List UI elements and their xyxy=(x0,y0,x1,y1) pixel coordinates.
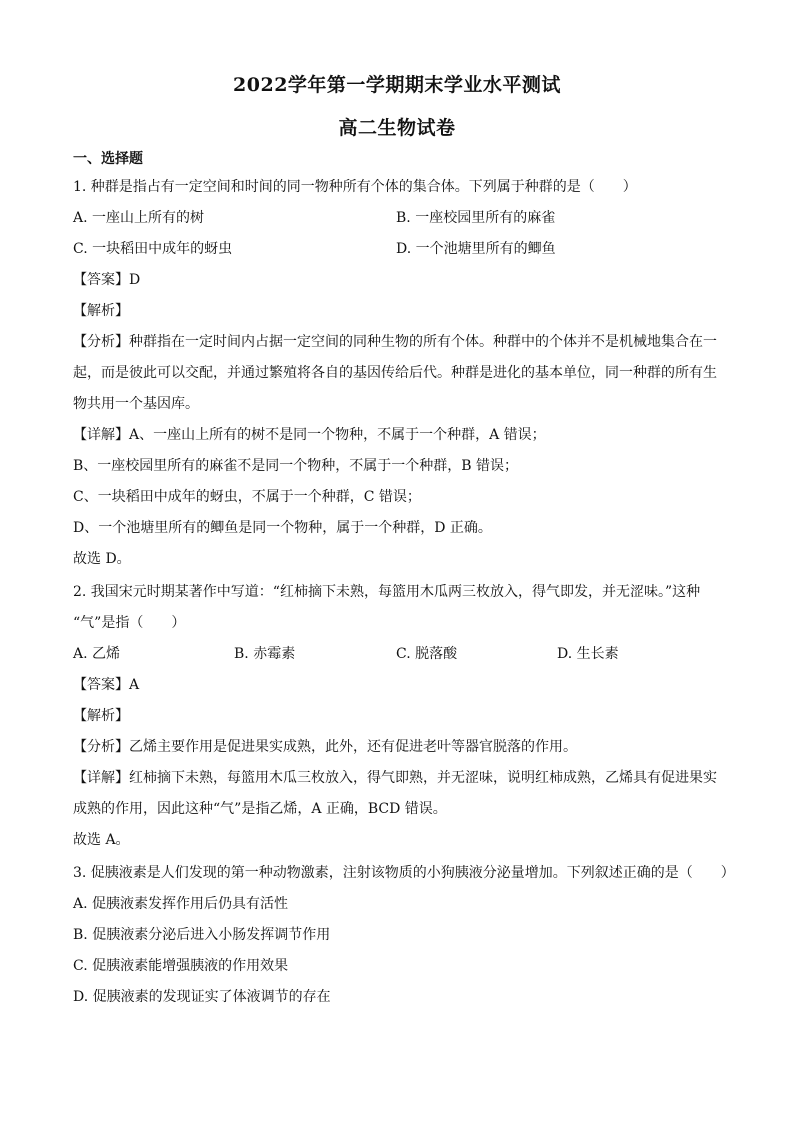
q1-fenxi-line1: 【分析】种群指在一定时间内占据一定空间的同种生物的所有个体。种群中的个体并不是机械地集合在一 xyxy=(73,334,717,350)
q2-detail-line2: 成熟的作用，因此这种“气”是指乙烯，A 正确，BCD 错误。 xyxy=(73,801,447,817)
q3-option-a: A. 促胰液素发挥作用后仍具有活性 xyxy=(73,896,289,912)
q2-fenxi: 【分析】乙烯主要作用是促进果实成熟，此外，还有促进老叶等器官脱落的作用。 xyxy=(73,739,577,755)
q1-option-a: A. 一座山上所有的树 xyxy=(73,210,205,226)
q3-option-b: B. 促胰液素分泌后进入小肠发挥调节作用 xyxy=(73,927,331,943)
q1-detail-line3: C、一块稻田中成年的蚜虫，不属于一个种群，C 错误； xyxy=(73,489,421,505)
q3-stem: 3. 促胰液素是人们发现的第一种动物激素，注射该物质的小狗胰液分泌量增加。下列叙述正确的是（ ） xyxy=(73,865,735,881)
exam-subtitle: 高二生物试卷 xyxy=(338,117,456,139)
q2-stem-line2: “气”是指（ ） xyxy=(73,615,186,631)
q1-option-b: B. 一座校园里所有的麻雀 xyxy=(396,210,556,226)
q1-detail-line1: 【详解】A、一座山上所有的树不是同一个物种，不属于一个种群，A 错误； xyxy=(73,427,546,443)
q1-stem: 1. 种群是指占有一定空间和时间的同一物种所有个体的集合体。下列属于种群的是（ ） xyxy=(73,179,637,195)
q2-option-c: C. 脱落酸 xyxy=(396,646,458,662)
q1-option-d: D. 一个池塘里所有的鲫鱼 xyxy=(396,241,556,257)
q1-analysis-label: 【解析】 xyxy=(73,303,129,319)
q1-conclusion: 故选 D。 xyxy=(73,551,131,567)
q2-analysis-label: 【解析】 xyxy=(73,708,129,724)
q2-conclusion: 故选 A。 xyxy=(73,832,130,848)
exam-title: 2022学年第一学期期末学业水平测试 xyxy=(233,74,561,96)
q2-option-d: D. 生长素 xyxy=(557,646,619,662)
q2-answer: 【答案】A xyxy=(73,677,140,693)
q3-option-d: D. 促胰液素的发现证实了体液调节的存在 xyxy=(73,989,331,1005)
section-heading: 一、选择题 xyxy=(73,151,143,167)
q1-detail-line4: D、一个池塘里所有的鲫鱼是同一个物种，属于一个种群，D 正确。 xyxy=(73,520,492,536)
q1-detail-line2: B、一座校园里所有的麻雀不是同一个物种，不属于一个种群，B 错误； xyxy=(73,458,519,474)
q1-option-c: C. 一块稻田中成年的蚜虫 xyxy=(73,241,233,257)
q1-fenxi-line3: 物共用一个基因库。 xyxy=(73,396,199,412)
q1-answer: 【答案】D xyxy=(73,272,141,288)
q2-option-b: B. 赤霉素 xyxy=(234,646,296,662)
q3-option-c: C. 促胰液素能增强胰液的作用效果 xyxy=(73,958,289,974)
q2-detail-line1: 【详解】红柿摘下未熟，每篮用木瓜三枚放入，得气即熟，并无涩味，说明红柿成熟，乙烯具有促进果实 xyxy=(73,770,717,786)
q2-option-a: A. 乙烯 xyxy=(73,646,121,662)
q2-stem-line1: 2. 我国宋元时期某著作中写道：“红柿摘下未熟，每篮用木瓜两三枚放入，得气即发，并无涩味。”这种 xyxy=(73,584,701,600)
q1-fenxi-line2: 起，而是彼此可以交配，并通过繁殖将各自的基因传给后代。种群是进化的基本单位，同一种群的所有生 xyxy=(73,365,717,381)
